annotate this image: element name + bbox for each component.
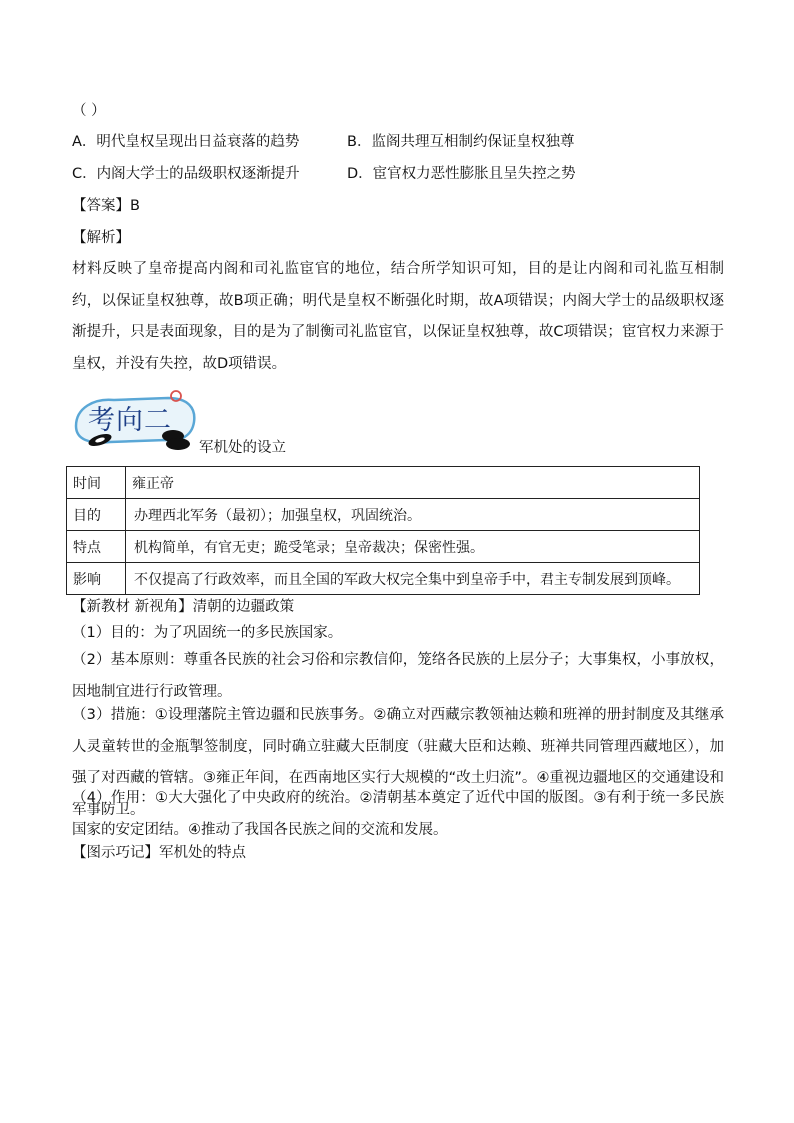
new-material-p4: （4）作用：①大大强化了中央政府的统治。②清朝基本奠定了近代中国的版图。③有利于统一多民族国家的安定团结。④推动了我国各民族之间的交流和发展。 [72,790,724,838]
analysis-heading: 【解析】 [72,230,130,246]
section-title: 军机处的设立 [199,440,286,456]
table-row [67,563,700,595]
table-key: 特点 [67,531,126,563]
new-material-heading: 【新教材 新视角】清朝的边疆政策 [72,599,295,615]
table-key: 时间 [67,467,126,499]
table-row [67,531,700,563]
badge-text: 考向二 [88,405,172,436]
option-b: B．监阁共理互相制约保证皇权独尊 [347,134,575,150]
new-material-p2: （2）基本原则：尊重各民族的社会习俗和宗教信仰，笼络各民族的上层分子；大事集权，小事放权，因地制宜进行行政管理。 [72,652,724,700]
diagram-heading: 【图示巧记】军机处的特点 [72,845,246,861]
option-d: D．宦官权力恶性膨胀且呈失控之势 [347,166,576,182]
table-row [67,499,700,531]
info-table [66,466,700,595]
option-c: C．内阁大学士的品级职权逐渐提升 [72,166,300,182]
section-badge [70,390,200,458]
table-key: 目的 [67,499,126,531]
analysis-text: 材料反映了皇帝提高内阁和司礼监宦官的地位，结合所学知识可知，目的是让内阁和司礼监互相制约，以保证皇权独尊，故B项正确；明代是皇权不断强化时期，故A项错误；内阁大学士的品级职权逐渐提升，只是表面现象，目的是为了制衡司礼监宦官，以保证皇权独尊，故C项错误；宦官权力来源于皇权，并没有失控，故D项错误。 [72,261,724,372]
table-value: 雍正帝 [126,467,700,499]
table-value: 机构简单，有官无吏；跪受笔录；皇帝裁决；保密性强。 [126,531,700,563]
option-a: A．明代皇权呈现出日益衰落的趋势 [72,134,300,150]
new-material-p3: （3）措施：①设理藩院主管边疆和民族事务。②确立对西藏宗教领袖达赖和班禅的册封制度及其继承人灵童转世的金瓶掣签制度，同时确立驻藏大臣制度（驻藏大臣和达赖、班禅共同管理西藏地区），加强了对西藏的管辖。③雍正年间，在西南地区实行大规模的“改土归流”。④重视边疆地区的交通建设和军事防卫。 [72,707,724,818]
table-value: 办理西北军务（最初）；加强皇权，巩固统治。 [126,499,700,531]
answer-line: 【答案】B [72,198,140,214]
question-tail: （ ） [72,103,106,119]
table-value: 不仅提高了行政效率，而且全国的军政大权完全集中到皇帝手中，君主专制发展到顶峰。 [126,563,700,595]
table-key: 影响 [67,563,126,595]
table-row [67,467,700,499]
new-material-p1: （1）目的：为了巩固统一的多民族国家。 [72,625,343,641]
